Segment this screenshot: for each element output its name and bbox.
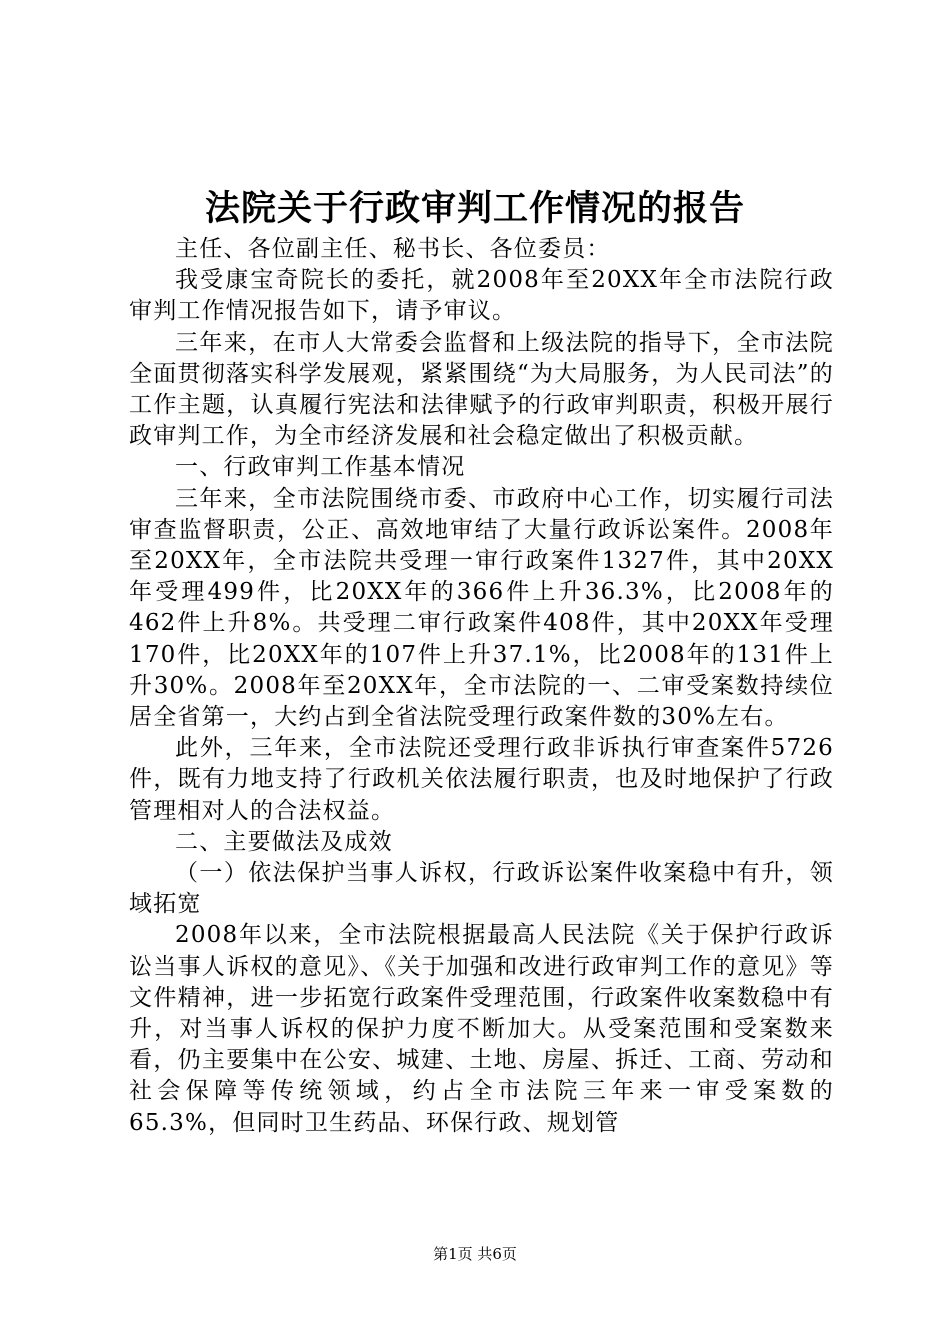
- subsection-heading: （一）依法保护当事人诉权，行政诉讼案件收案稳中有升，领域拓宽: [129, 860, 834, 918]
- document-body: [129, 234, 834, 1139]
- salutation: 主任、各位副主任、秘书长、各位委员：: [175, 236, 611, 262]
- paragraph: 此外，三年来，全市法院还受理行政非诉执行审查案件5726件，既有力地支持了行政机关依法履行职责，也及时地保护了行政管理相对人的合法权益。: [129, 735, 834, 824]
- paragraph: 三年来，全市法院围绕市委、市政府中心工作，切实履行司法审查监督职责，公正、高效地审结了大量行政诉讼案件。2008年至20XX年，全市法院共受理一审行政案件1327件，其中20XX年受理499件，比20XX年的366件上升36.3%，比2008年的462件上升8%。共受理二审行政案件408件，其中20XX年受理170件，比20XX年的107件上升37.1%，比2008年的131件上升30%。2008年至20XX年，全市法院的一、二审受案数持续位居全省第一，大约占到全省法院受理行政案件数的30%左右。: [129, 485, 834, 731]
- section-heading: 二、主要做法及成效: [175, 828, 393, 855]
- paragraph: 2008年以来，全市法院根据最高人民法院《关于保护行政诉讼当事人诉权的意见》、《关于加强和改进行政审判工作的意见》等文件精神，进一步拓宽行政案件受理范围，行政案件收案数稳中有升，对当事人诉权的保护力度不断加大。从受案范围和受案数来看，仍主要集中在公安、城建、土地、房屋、拆迁、工商、劳动和社会保障等传统领域，约占全市法院三年来一审受案数的65.3%，但同时卫生药品、环保行政、规划管: [129, 922, 834, 1136]
- paragraph: 我受康宝奇院长的委托，就2008年至20XX年全市法院行政审判工作情况报告如下，请予审议。: [129, 267, 834, 325]
- section-heading: 一、行政审判工作基本情况: [175, 454, 466, 481]
- paragraph: 三年来，在市人大常委会监督和上级法院的指导下，全市法院全面贯彻落实科学发展观，紧紧围绕“为大局服务，为人民司法”的工作主题，认真履行宪法和法律赋予的行政审判职责，积极开展行政审判工作，为全市经济发展和社会稳定做出了积极贡献。: [129, 329, 834, 450]
- page-footer: 第1页 共6页: [433, 1245, 517, 1263]
- document-title: 法院关于行政审判工作情况的报告: [204, 188, 745, 229]
